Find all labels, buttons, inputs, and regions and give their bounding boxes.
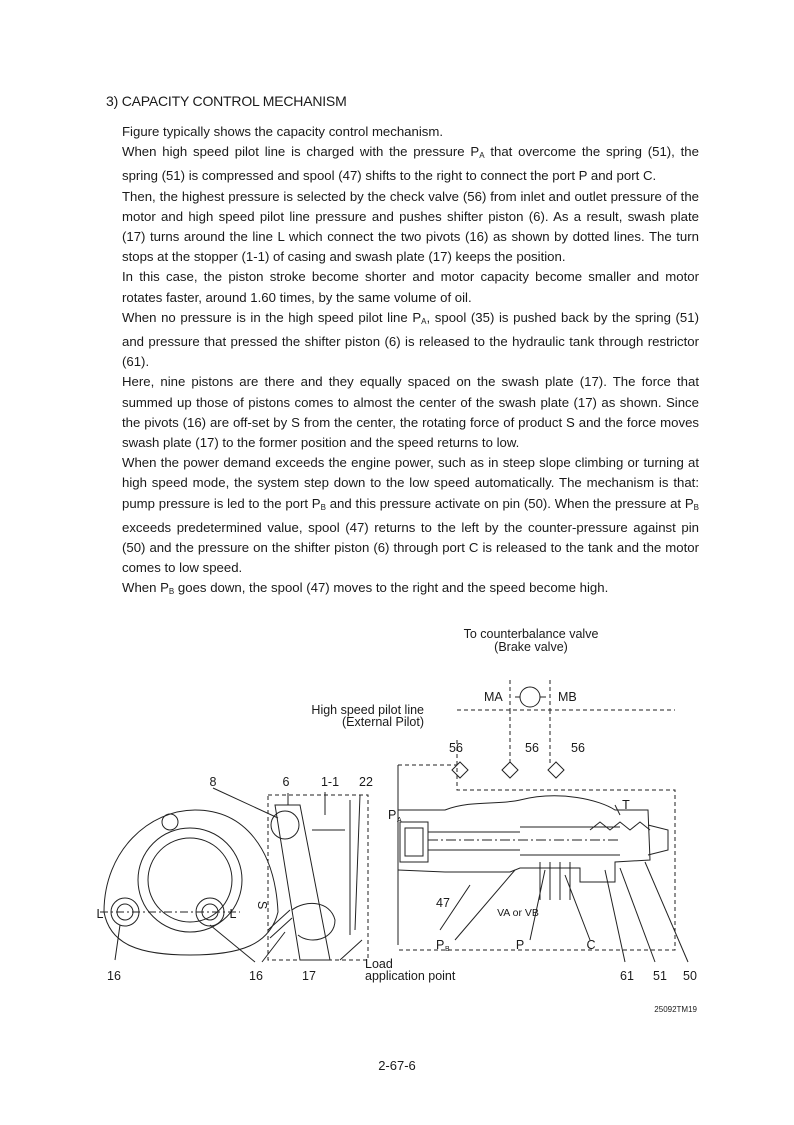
label-16-mid: 16	[249, 969, 263, 983]
label-c: C	[586, 938, 596, 952]
label-1-1: 1-1	[320, 775, 340, 789]
label-ma: MA	[484, 690, 503, 704]
figure-code: 25092TM19	[654, 1005, 697, 1014]
label-56c: 56	[571, 741, 585, 755]
label-load: Load	[365, 957, 393, 971]
label-mb: MB	[558, 690, 577, 704]
label-p: P	[515, 938, 525, 952]
swash-plate	[275, 805, 330, 960]
body-text	[122, 122, 699, 603]
label-pb: P	[436, 938, 445, 952]
label-56b: 56	[525, 741, 539, 755]
label-application-point: application point	[365, 969, 456, 983]
paragraph: Here, nine pistons are there and they equally spaced on the swash plate (17). The force that summed up those of pistons comes to almost the center of the swash plate (17) as shown. Since the pivots (16) are off-set by S from the center, the rotating force of product S and the force moves swash plate (17) to the former position and the speed returns to low.	[122, 374, 699, 451]
label-pa-sub: A	[397, 817, 402, 824]
paragraph: In this case, the piston stroke become shorter and motor capacity become smaller and motor rotates faster, around 1.60 times, by the same volume of oil.	[122, 269, 699, 305]
label-pa: P	[388, 808, 397, 822]
label-pb-sub: B	[445, 946, 450, 953]
label-external-pilot: (External Pilot)	[342, 715, 424, 729]
paragraph: Figure typically shows the capacity control mechanism.	[122, 124, 444, 139]
label-l-left: L	[96, 907, 104, 921]
label-51: 51	[653, 969, 667, 983]
label-50: 50	[683, 969, 697, 983]
label-8: 8	[209, 775, 217, 789]
label-17: 17	[302, 969, 316, 983]
paragraph: When high speed pilot line is charged with the pressure $P_A$ that overcome the spring (51), the spring (51) is compressed and spool (47) shifts to the right to connect the port P and port C.	[122, 144, 699, 184]
paragraph: When $P_B$ goes down, the spool (47) moves to the right and the speed become high.	[122, 580, 609, 597]
label-va-vb: VA or VB	[497, 907, 539, 919]
label-s: S	[255, 900, 269, 910]
shifter-piston	[271, 811, 299, 839]
label-brake-valve: (Brake valve)	[494, 640, 568, 654]
label-56a: 56	[449, 741, 463, 755]
flange-bore-outer	[138, 828, 242, 932]
label-l-right: L	[229, 907, 237, 921]
capacity-control-diagram	[0, 600, 794, 1030]
section-heading: 3) CAPACITY CONTROL MECHANISM	[106, 93, 347, 109]
paragraph: When the power demand exceeds the engine power, such as in steep slope climbing or turning at high speed mode, the system step down to the low speed automatically. The mechanism is that: pump pressure is led to the port $P_B$ and this pressure activate on pin (50). When the pressure at $P_B$ exceeds predetermined value, spool (47) returns to the left by the counter-pressure against pin (50) and the pressure on the shifter piston (6) through port C is released to the tank and the motor comes to low speed.	[122, 455, 699, 576]
label-6: 6	[282, 775, 290, 789]
label-pilot-line: High speed pilot line	[311, 703, 424, 717]
label-t: T	[622, 798, 630, 812]
flange-outline	[104, 810, 278, 955]
paragraph: When no pressure is in the high speed pilot line $P_A$, spool (35) is pushed back by the spring (51) and pressure that pressed the shifter piston (6) is released to the hydraulic tank through restrictor (61).	[122, 309, 699, 370]
page-number: 2-67-6	[378, 1058, 416, 1073]
label-to-counterbalance: To counterbalance valve	[463, 627, 599, 641]
valve-body	[398, 796, 650, 882]
label-47: 47	[436, 896, 450, 910]
flange-bore-inner	[148, 838, 232, 922]
label-22: 22	[359, 775, 373, 789]
label-61: 61	[620, 969, 634, 983]
label-16-left: 16	[107, 969, 121, 983]
paragraph: Then, the highest pressure is selected by the check valve (56) from inlet and outlet pressure of the motor and high speed pilot line pressure and pushes shifter piston (6). As a result, swash plate (17) turns around the line L which connect the two pivots (16) as shown by dotted lines. The turn stops at the stopper (1-1) of casing and swash plate (17) keeps the position.	[122, 188, 699, 265]
